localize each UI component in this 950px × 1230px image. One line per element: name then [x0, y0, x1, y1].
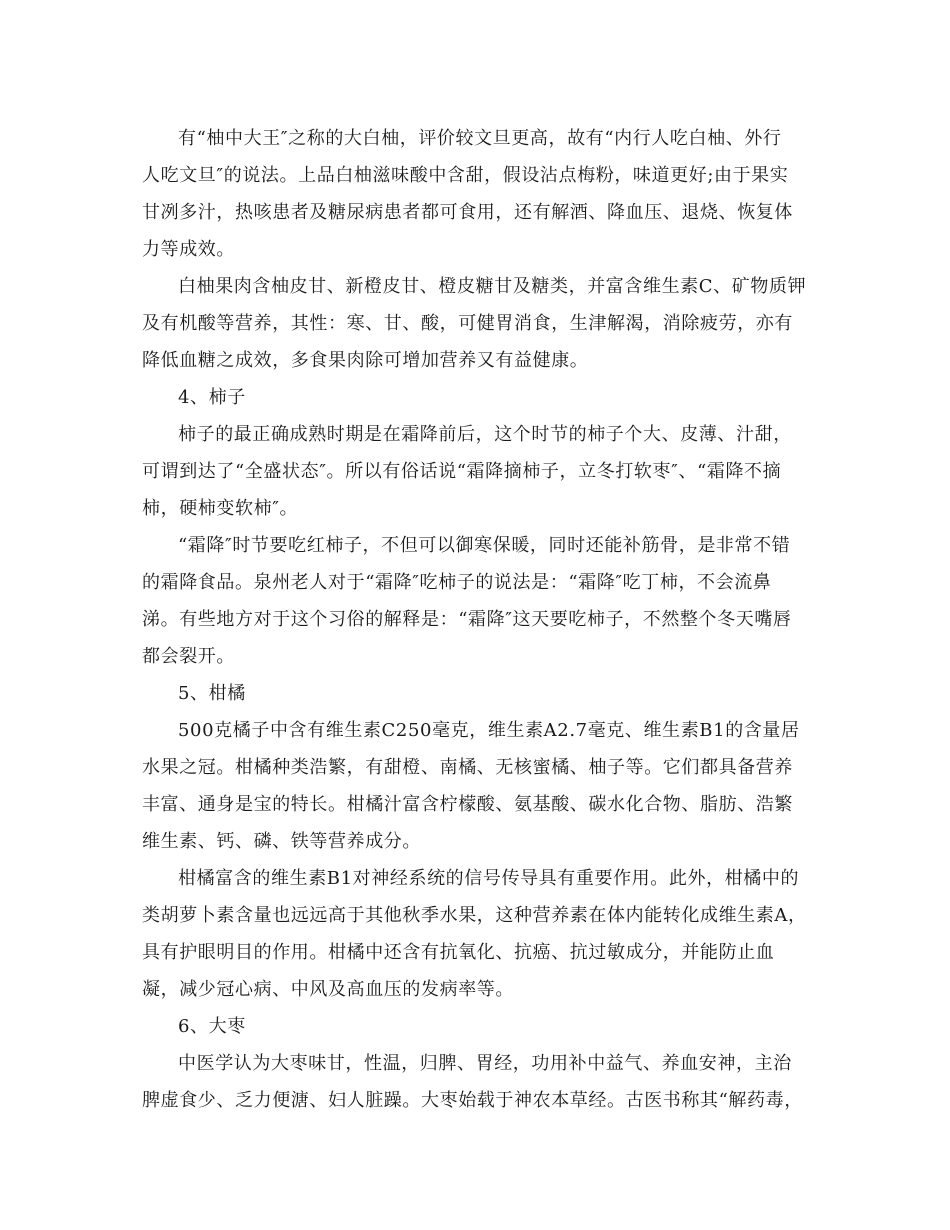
text-line: 水果之冠。柑橘种类浩繁，有甜橙、南橘、无核蜜橘、柚子等。它们都具备营养: [142, 757, 793, 778]
text-line: 柿子的最正确成熟时期是在霜降前后，这个时节的柿子个大、皮薄、汁甜，: [178, 424, 792, 445]
text-line: 凝，减少冠心病、中风及高血压的发病率等。: [142, 979, 514, 1000]
text-line: 白柚果肉含柚皮甘、新橙皮甘、橙皮糖甘及糖类，并富含维生素C、矿物质钾: [178, 276, 807, 297]
document-body: [142, 120, 810, 1119]
text-line: 人吃文旦″的说法。上品白柚滋味酸中含甜，假设沾点梅粉，味道更好;由于果实: [142, 165, 789, 186]
text-line: 具有护眼明目的作用。柑橘中还含有抗氧化、抗癌、抗过敏成分，并能防止血: [142, 942, 775, 963]
text-line: 涕。有些地方对于这个习俗的解释是：“霜降″这天要吃柿子，不然整个冬天嘴唇: [142, 609, 792, 630]
text-line: 类胡萝卜素含量也远远高于其他秋季水果，这种营养素在体内能转化成维生素A，: [142, 905, 807, 926]
text-line: “霜降″时节要吃红柿子，不但可以御寒保暖，同时还能补筋骨，是非常不错: [178, 535, 791, 556]
text-line: 及有机酸等营养，其性：寒、甘、酸，可健胃消食，生津解渴，消除疲劳，亦有: [142, 313, 793, 334]
text-line: 可谓到达了“全盛状态″。所以有俗话说“霜降摘柿子，立冬打软枣″、“霜降不摘: [142, 461, 782, 482]
section-heading-citrus: 5、柑橘: [178, 683, 246, 704]
text-line: 柿，硬柿变软柿″。: [142, 498, 299, 519]
text-line: 维生素、钙、磷、铁等营养成分。: [142, 831, 421, 852]
text-line: 都会裂开。: [142, 646, 235, 667]
section-heading-persimmon: 4、柿子: [178, 387, 246, 408]
text-line: 丰富、通身是宝的特长。柑橘汁富含柠檬酸、氨基酸、碳水化合物、脂肪、浩繁: [142, 794, 793, 815]
text-line: 力等成效。: [142, 239, 235, 260]
text-line: 降低血糖之成效，多食果肉除可增加营养又有益健康。: [142, 350, 589, 371]
text-line: 的霜降食品。泉州老人对于“霜降″吃柿子的说法是：“霜降″吃丁柿，不会流鼻: [142, 572, 772, 593]
text-line: 柑橘富含的维生素B1对神经系统的信号传导具有重要作用。此外，柑橘中的: [178, 868, 800, 889]
text-line: 有“柚中大王″之称的大白柚，评价较文旦更高，故有“内行人吃白柚、外行: [178, 128, 782, 149]
text-line: 甘冽多汁，热咳患者及糖尿病患者都可食用，还有解酒、降血压、退烧、恢复体: [142, 202, 793, 223]
text-line: 中医学认为大枣味甘，性温，归脾、胃经，功用补中益气、养血安神，主治: [178, 1053, 792, 1074]
section-heading-jujube: 6、大枣: [178, 1016, 246, 1037]
text-line: 脾虚食少、乏力便溏、妇人脏躁。大枣始载于神农本草经。古医书称其“解药毒，: [142, 1090, 803, 1111]
text-line: 500克橘子中含有维生素C250毫克，维生素A2.7毫克、维生素B1的含量居: [178, 720, 800, 741]
